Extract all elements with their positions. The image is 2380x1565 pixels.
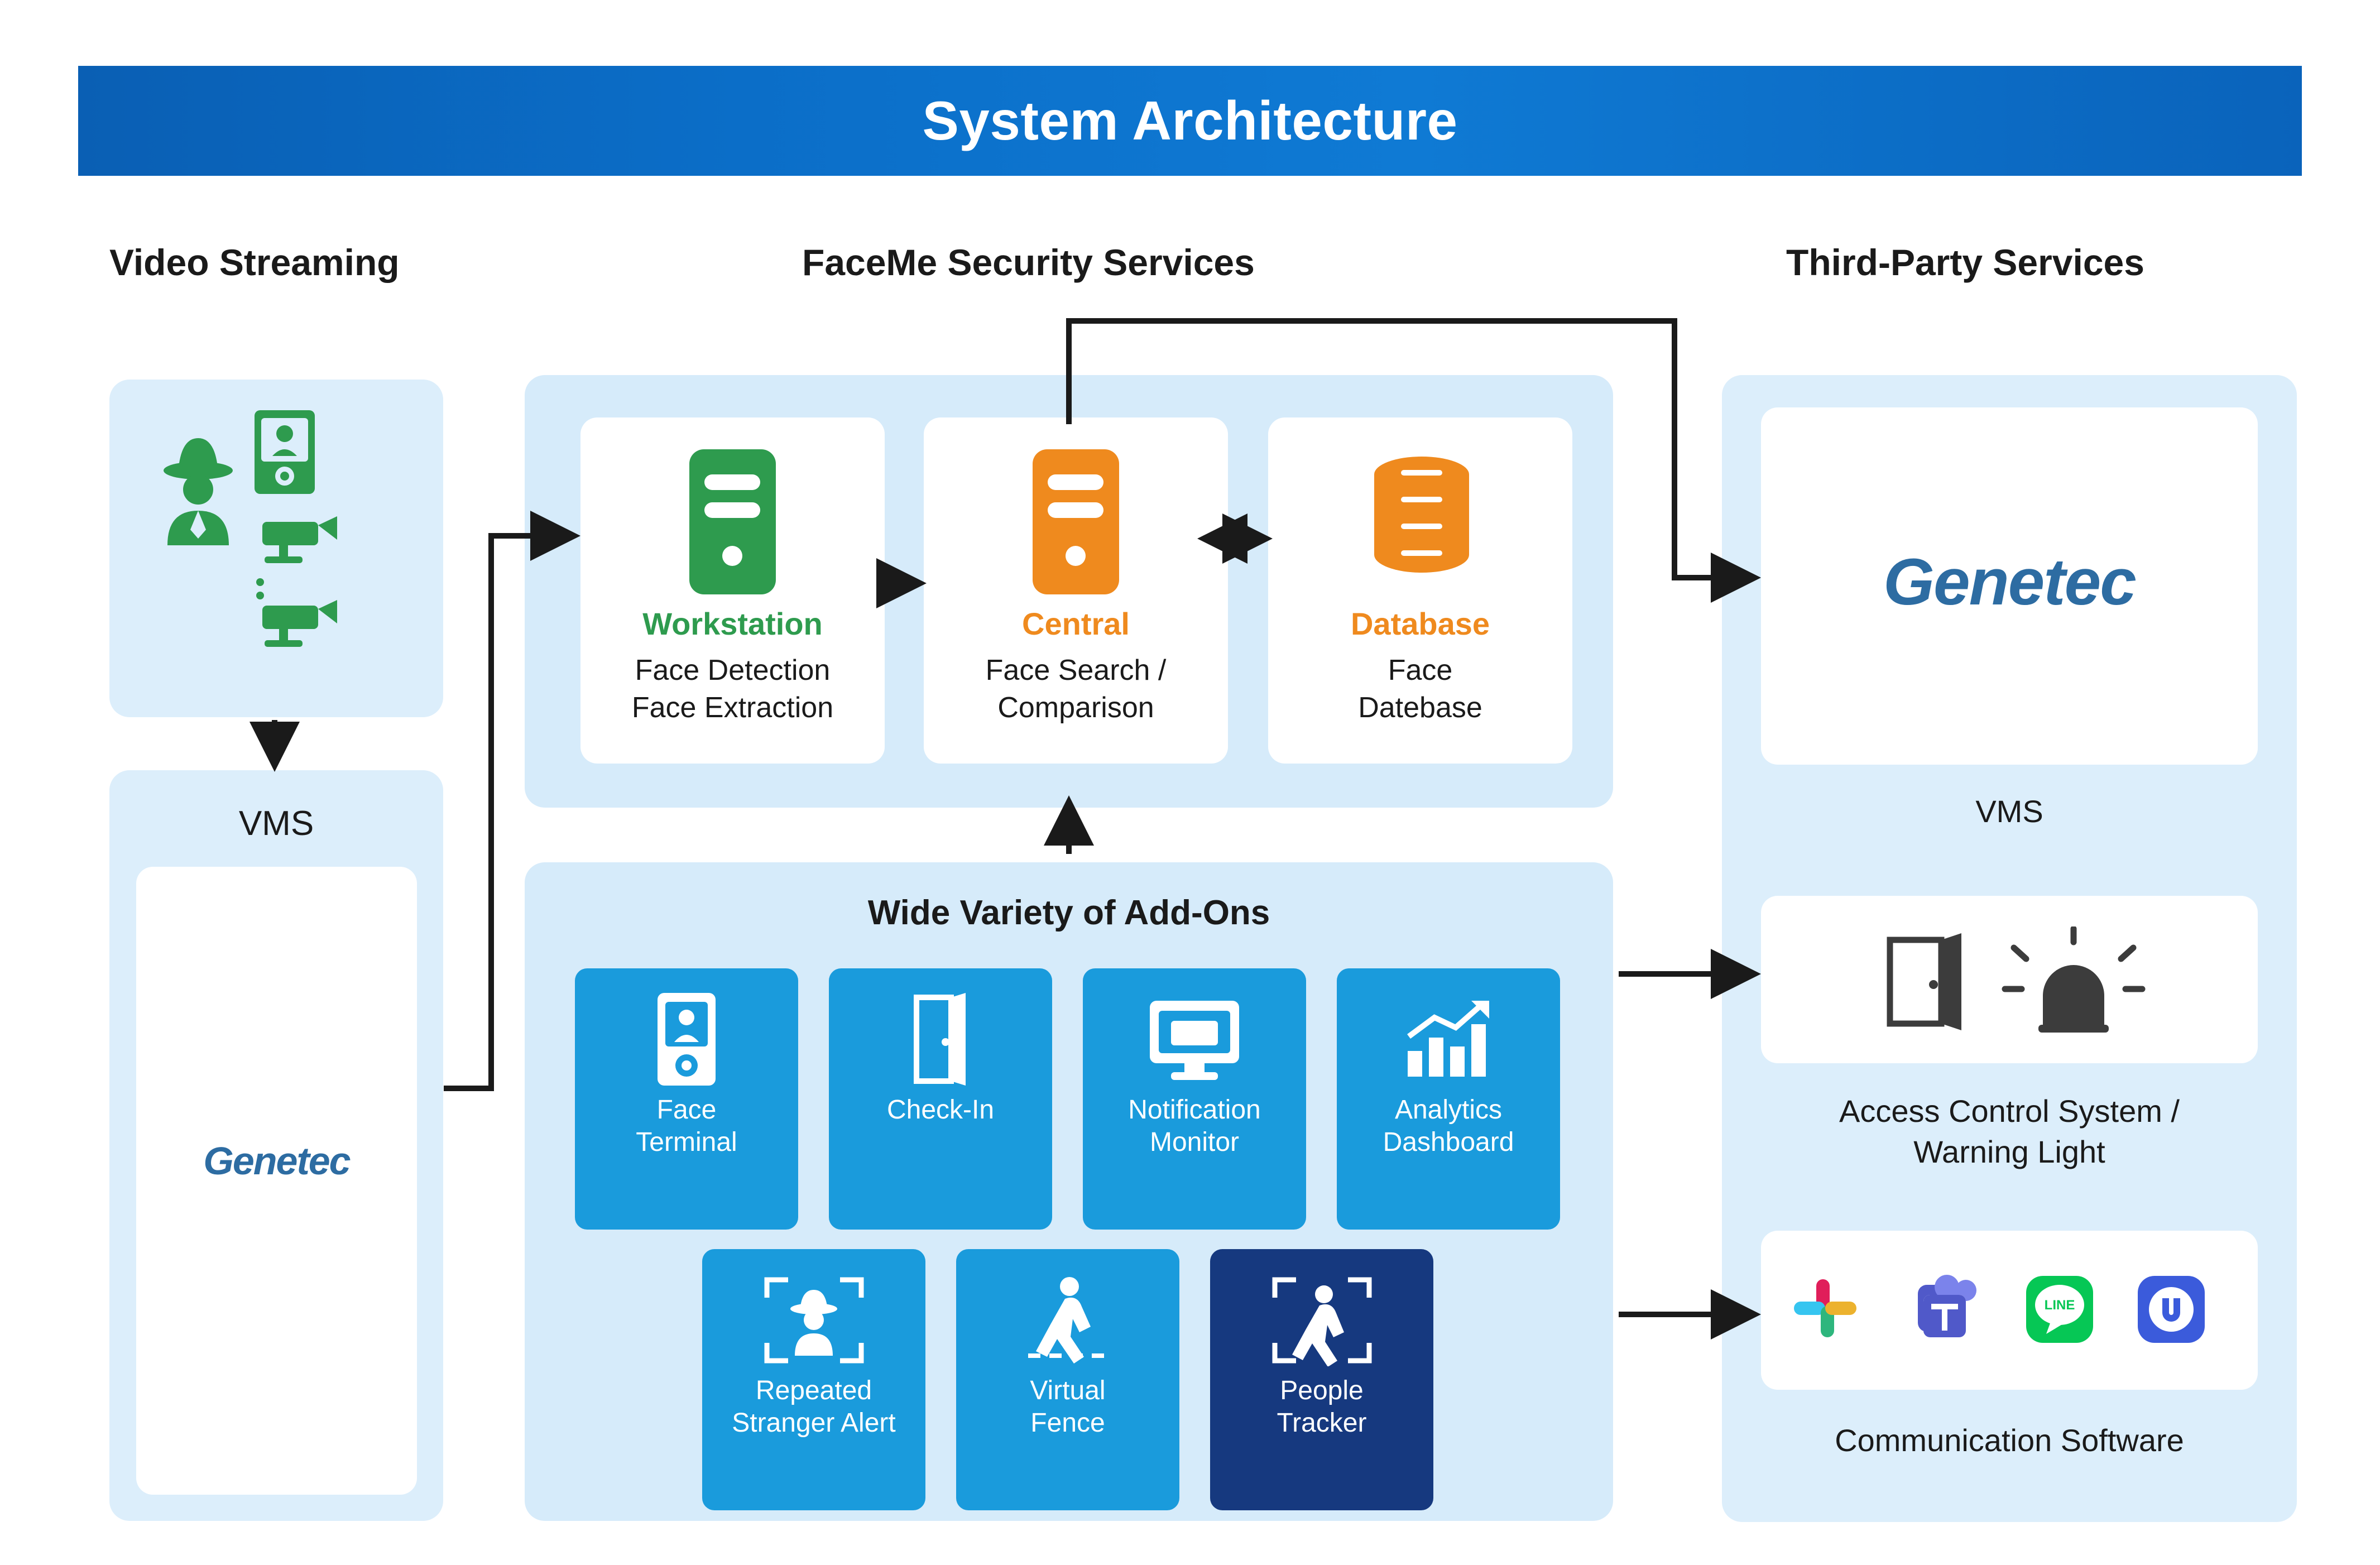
addon-label-line: Terminal [636,1127,737,1157]
genetec-logo-vms [136,1139,417,1183]
teams-icon [1918,1275,1976,1337]
service-title-database: Database [1350,606,1490,641]
person-tracking-icon [1270,1271,1374,1369]
database-cylinder-icon [1367,453,1476,593]
cctv-camera-icon [256,578,337,647]
column-heading-third-party: Third-Party Services [1786,242,2144,283]
addon-label-line: Notification [1128,1095,1261,1125]
addon-label-line: Check-In [886,1095,995,1125]
addon-label-line: Face [656,1095,717,1125]
service-desc-line: Face Extraction [631,691,834,724]
column-heading-video-streaming: Video Streaming [109,242,400,283]
access-control-icons [1859,926,2160,1035]
third-party-label-line: Warning Light [1913,1134,2105,1169]
addon-tile-analytics-dashboard[interactable] [1337,968,1560,1230]
addon-label-line: Tracker [1277,1408,1367,1438]
addon-label-line: Fence [1030,1408,1105,1438]
addon-tile-notification-monitor[interactable] [1083,968,1306,1230]
addon-tile-label [1024,1375,1111,1439]
service-title-workstation: Workstation [642,606,823,641]
addon-label-line: People [1280,1376,1364,1405]
door-panel [1941,933,1961,1030]
addons-title: Wide Variety of Add-Ons [867,894,1270,932]
u-app-icon [2138,1276,2205,1343]
column-heading-faceme-services: FaceMe Security Services [802,242,1255,283]
communication-app-icons [1786,1267,2233,1356]
addon-tile-repeated-stranger-alert[interactable] [702,1249,925,1510]
addon-tile-check-in[interactable] [829,968,1052,1230]
page-title-bar [78,66,2302,176]
face-terminal-icon [255,410,315,494]
service-desc-database [1268,652,1572,726]
stranger-detect-icon [762,1271,866,1369]
bar-chart-icon [1400,991,1498,1088]
addon-tile-label [630,1094,742,1158]
service-desc-line: Face [1388,654,1453,687]
svg-text:LINE: LINE [2044,1298,2075,1313]
service-desc-line: Face Detection [635,654,831,687]
third-party-label-communication [1761,1420,2258,1461]
third-party-label-vms [1761,791,2258,832]
page-title: System Architecture [922,90,1458,151]
service-desc-workstation [580,652,885,726]
slack-icon [1794,1279,1856,1337]
addon-label-line: Repeated [755,1376,872,1405]
service-title-central: Central [1022,606,1130,641]
addon-label-line: Analytics [1394,1095,1503,1125]
addon-tile-label [881,1094,1000,1126]
warning-light-icon [2005,929,2142,1033]
server-tower-icon [687,447,779,597]
third-party-label-line: Communication Software [1835,1423,2184,1458]
third-party-label-access-control [1761,1091,2258,1173]
service-desc-line: Datebase [1358,691,1482,724]
server-tower-icon [1030,447,1122,597]
addon-tile-face-terminal[interactable] [575,968,798,1230]
vms-label: VMS [238,804,314,843]
door-icon [904,991,977,1088]
addon-tile-label [726,1375,901,1439]
service-desc-central [924,652,1228,726]
genetec-wordmark: Genetec [203,1139,350,1183]
cctv-camera-icon [262,516,337,563]
line-icon [2026,1276,2093,1343]
addon-label-line: Dashboard [1383,1127,1514,1157]
face-terminal-icon [653,991,720,1088]
camera-icons-group [145,405,407,689]
addon-tile-people-tracker[interactable] [1210,1249,1433,1510]
third-party-label-line: VMS [1975,794,2043,829]
walking-person-icon [1020,1271,1115,1369]
addon-tile-label [1271,1375,1373,1439]
person-hat-icon [164,438,233,545]
genetec-wordmark: Genetec [1883,545,2136,619]
service-desc-line: Comparison [997,691,1154,724]
monitor-icon [1144,991,1245,1088]
addon-label-line: Stranger Alert [732,1408,896,1438]
addon-tile-virtual-fence[interactable] [956,1249,1179,1510]
addon-tile-label [1122,1094,1266,1158]
genetec-logo-third-party [1761,544,2258,620]
third-party-label-line: Access Control System / [1839,1093,2180,1129]
addon-label-line: Monitor [1149,1127,1240,1157]
service-desc-line: Face Search / [985,654,1167,687]
addon-label-line: Virtual [1030,1376,1106,1405]
addon-tile-label [1378,1094,1520,1158]
